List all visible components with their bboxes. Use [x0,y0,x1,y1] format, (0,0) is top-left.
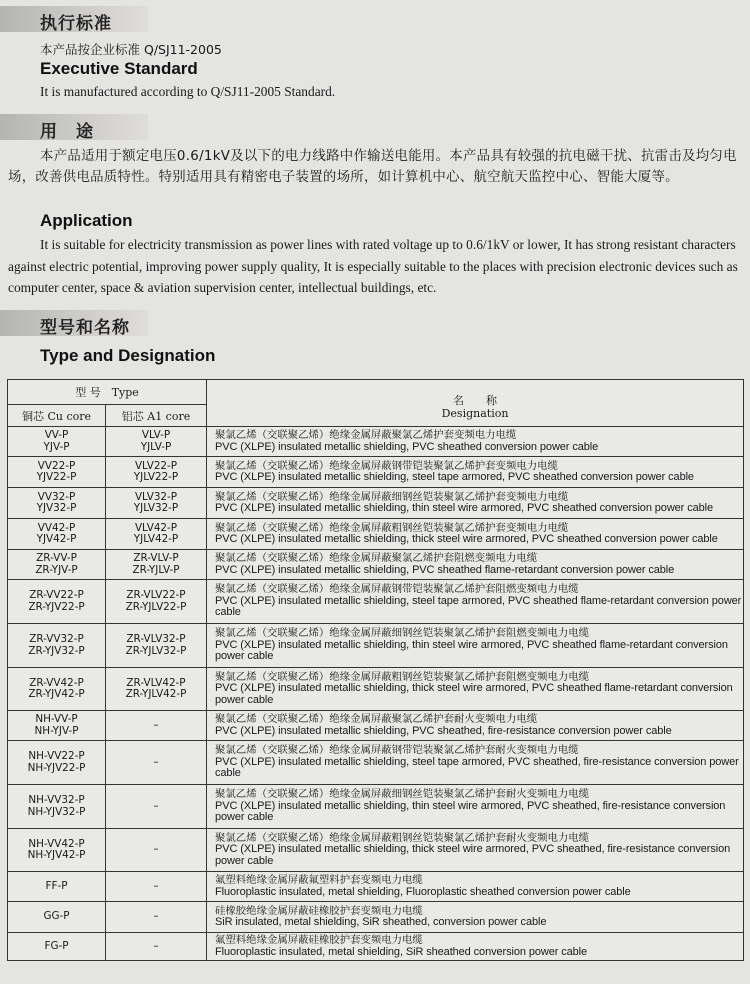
designation-en: PVC (XLPE) insulated metallic shielding, PVC sheathed, fire-resistance conversion power cable [215,724,672,737]
designation-en: Fluoroplastic insulated, metal shielding, SiR sheathed conversion power cable [215,945,588,958]
designation-cell [207,741,744,785]
cu-core-model: VV22-P YJV22-P [8,457,106,488]
table-row [8,902,744,933]
heading-application-en: Application [40,211,133,230]
designation-zh: 聚氯乙烯（交联聚乙烯）绝缘金属屏蔽细钢丝铠装聚氯乙烯护套阻燃变频电力电缆 [215,627,590,640]
designation-cell [207,457,744,488]
designation-cell [207,488,744,519]
cu-core-model: ZR-VV32-P ZR-YJV32-P [8,624,106,668]
table-row [8,427,744,457]
designation-cell [207,711,744,741]
designation-zh: 聚氯乙烯（交联聚乙烯）绝缘金属屏蔽粗钢丝铠装聚氯乙烯护套耐火变频电力电缆 [215,831,590,844]
table-row [8,668,744,711]
table-row [8,457,744,488]
cu-core-model: ZR-VV42-P ZR-YJV42-P [8,668,106,711]
table-row [8,624,744,668]
al-core-model: ZR-VLV32-P ZR-YJLV32-P [106,624,207,668]
cu-core-header: 铜芯 Cu core [8,405,106,427]
designation-en: SiR insulated, metal shielding, SiR sheathed, conversion power cable [215,916,547,928]
cu-core-model: ZR-VV-P ZR-YJV-P [8,550,106,580]
designation-zh: 氟塑料绝缘金属屏蔽氟塑料护套变频电力电缆 [215,874,423,886]
designation-zh: 聚氯乙烯（交联聚乙烯）绝缘金属屏蔽细钢丝铠装聚氯乙烯护套耐火变频电力电缆 [215,788,590,801]
designation-en: PVC (XLPE) insulated metallic shielding, PVC sheathed conversion power cable [215,440,599,453]
application-para-en: It is suitable for electricity transmission as power lines with rated voltage up to 0.6/1kV or lower, It has strong resistant characters against electric potential, improving power supply quality, It is especially suitable to the places with precision electronic devices such as computer center, space & aviation supervision center, intellectual buildings, etc. [8,237,738,295]
cu-core-model: NH-VV32-P NH-YJV32-P [8,785,106,829]
section-bar-type [0,310,148,336]
designation-zh: 聚氯乙烯（交联聚乙烯）绝缘金属屏蔽粗钢丝铠装聚氯乙烯护套阻燃变频电力电缆 [215,670,590,683]
designation-zh: 聚氯乙烯（交联聚乙烯）绝缘金属屏蔽粗钢丝铠装聚氯乙烯护套变频电力电缆 [215,521,569,534]
table-row [8,550,744,580]
designation-zh: 聚氯乙烯（交联聚乙烯）绝缘金属屏蔽聚氯乙烯护套阻燃变频电力电缆 [215,552,538,564]
designation-en: Fluoroplastic insulated, metal shielding, Fluoroplastic sheathed conversion power cable [215,885,631,898]
application-para-zh: 本产品适用于额定电压0.6/1kV及以下的电力线路中作输送电能用。本产品具有较强的抗电磁干扰、抗雷击及均匀电场，改善供电品质特性。特别适用具有精密电子装置的场所，如计算机中心、航空航天监控中心、智能大厦等。 [8,149,737,185]
designation-cell [207,933,744,961]
designation-en: PVC (XLPE) insulated metallic shielding, thin steel wire armored, PVC sheathed conversion power cable [215,502,714,514]
cu-core-model: VV-P YJV-P [8,427,106,457]
designation-cell [207,872,744,902]
designation-en: PVC (XLPE) insulated metallic shielding, PVC sheathed flame-retardant conversion power cable [215,563,675,576]
designation-header-en: Designation [441,407,509,420]
designation-en: PVC (XLPE) insulated metallic shielding, steel tape armored, PVC sheathed conversion power cable [215,471,694,483]
heading-standard-zh: 执行标准 [40,14,112,34]
al-core-model: VLV22-P YJLV22-P [106,457,207,488]
designation-en: PVC (XLPE) insulated metallic shielding, steel tape armored, PVC sheathed flame-retardant conversion power cable [215,594,742,619]
designation-cell [207,668,744,711]
section-bar-standard [0,6,148,32]
designation-en: PVC (XLPE) insulated metallic shielding, thick steel wire armored, PVC sheathed, fire-resistance conversion power cable [215,843,731,867]
cu-core-model: FF-P [8,872,106,902]
cu-core-model: NH-VV-P NH-YJV-P [8,711,106,741]
table-row [8,711,744,741]
designation-cell [207,829,744,872]
type-header: 型 号 Type [8,380,207,405]
al-core-model: – [106,829,207,872]
heading-type-en: Type and Designation [40,346,216,365]
al-core-model: ZR-VLV-P ZR-YJLV-P [106,550,207,580]
designation-zh: 聚氯乙烯（交联聚乙烯）绝缘金属屏蔽聚氯乙烯护套变频电力电缆 [215,429,517,441]
table-row [8,580,744,624]
table-row [8,933,744,961]
designation-cell [207,624,744,668]
designation-zh: 聚氯乙烯（交联聚乙烯）绝缘金属屏蔽细钢丝铠装聚氯乙烯护套变频电力电缆 [215,490,569,503]
table-row [8,488,744,519]
al-core-model: ZR-VLV22-P ZR-YJLV22-P [106,580,207,624]
designation-zh: 聚氯乙烯（交联聚乙烯）绝缘金属屏蔽钢带铠装聚氯乙烯护套耐火变频电力电缆 [215,744,579,757]
al-core-model: ZR-VLV42-P ZR-YJLV42-P [106,668,207,711]
designation-header [207,380,744,427]
al-core-model: – [106,711,207,741]
designation-cell [207,580,744,624]
al-core-model: – [106,741,207,785]
cu-core-model: GG-P [8,902,106,933]
designation-cell [207,902,744,933]
cu-core-model: FG-P [8,933,106,961]
type-designation-table [7,379,744,961]
al-core-model: – [106,785,207,829]
heading-standard-en: Executive Standard [40,59,198,78]
al-core-header: 铝芯 A1 core [106,405,207,427]
designation-cell [207,785,744,829]
standard-line-en: It is manufactured according to Q/SJ11-2005 Standard. [40,84,336,99]
table-row [8,829,744,872]
al-core-model: VLV32-P YJLV32-P [106,488,207,519]
heading-application-zh: 用 途 [40,122,94,142]
table-row [8,519,744,550]
designation-zh: 氟塑料绝缘金属屏蔽硅橡胶护套变频电力电缆 [215,934,423,946]
cu-core-model: NH-VV22-P NH-YJV22-P [8,741,106,785]
designation-en: PVC (XLPE) insulated metallic shielding, steel tape armored, PVC sheathed, fire-resistance conversion power cable [215,755,739,780]
table-row [8,785,744,829]
designation-en: PVC (XLPE) insulated metallic shielding, thin steel wire armored, PVC sheathed flame-retardant conversion power cable [215,638,728,663]
designation-cell [207,550,744,580]
al-core-model: – [106,872,207,902]
designation-en: PVC (XLPE) insulated metallic shielding, thick steel wire armored, PVC sheathed flame-retardant conversion power cable [215,682,733,706]
designation-en: PVC (XLPE) insulated metallic shielding, thin steel wire armored, PVC sheathed, fire-resistance conversion power cable [215,799,726,824]
designation-en: PVC (XLPE) insulated metallic shielding, thick steel wire armored, PVC sheathed conversion power cable [215,533,718,545]
table-row [8,872,744,902]
designation-header-zh: 名 称 [453,394,498,407]
al-core-model: VLV42-P YJLV42-P [106,519,207,550]
designation-zh: 聚氯乙烯（交联聚乙烯）绝缘金属屏蔽钢带铠装聚氯乙烯护套阻燃变频电力电缆 [215,583,579,596]
standard-line-zh: 本产品按企业标准 Q/SJ11-2005 [40,42,222,57]
designation-zh: 聚氯乙烯（交联聚乙烯）绝缘金属屏蔽钢带铠装聚氯乙烯护套变频电力电缆 [215,459,558,472]
designation-zh: 聚氯乙烯（交联聚乙烯）绝缘金属屏蔽聚氯乙烯护套耐火变频电力电缆 [215,713,538,725]
cu-core-model: VV32-P YJV32-P [8,488,106,519]
section-bar-application [0,114,148,140]
designation-cell [207,519,744,550]
cu-core-model: NH-VV42-P NH-YJV42-P [8,829,106,872]
al-core-model: – [106,933,207,961]
cu-core-model: VV42-P YJV42-P [8,519,106,550]
al-core-model: – [106,902,207,933]
cu-core-model: ZR-VV22-P ZR-YJV22-P [8,580,106,624]
al-core-model: VLV-P YJLV-P [106,427,207,457]
table-row [8,741,744,785]
designation-zh: 硅橡胶绝缘金属屏蔽硅橡胶护套变频电力电缆 [215,904,423,917]
heading-type-zh: 型号和名称 [40,318,130,338]
designation-cell [207,427,744,457]
